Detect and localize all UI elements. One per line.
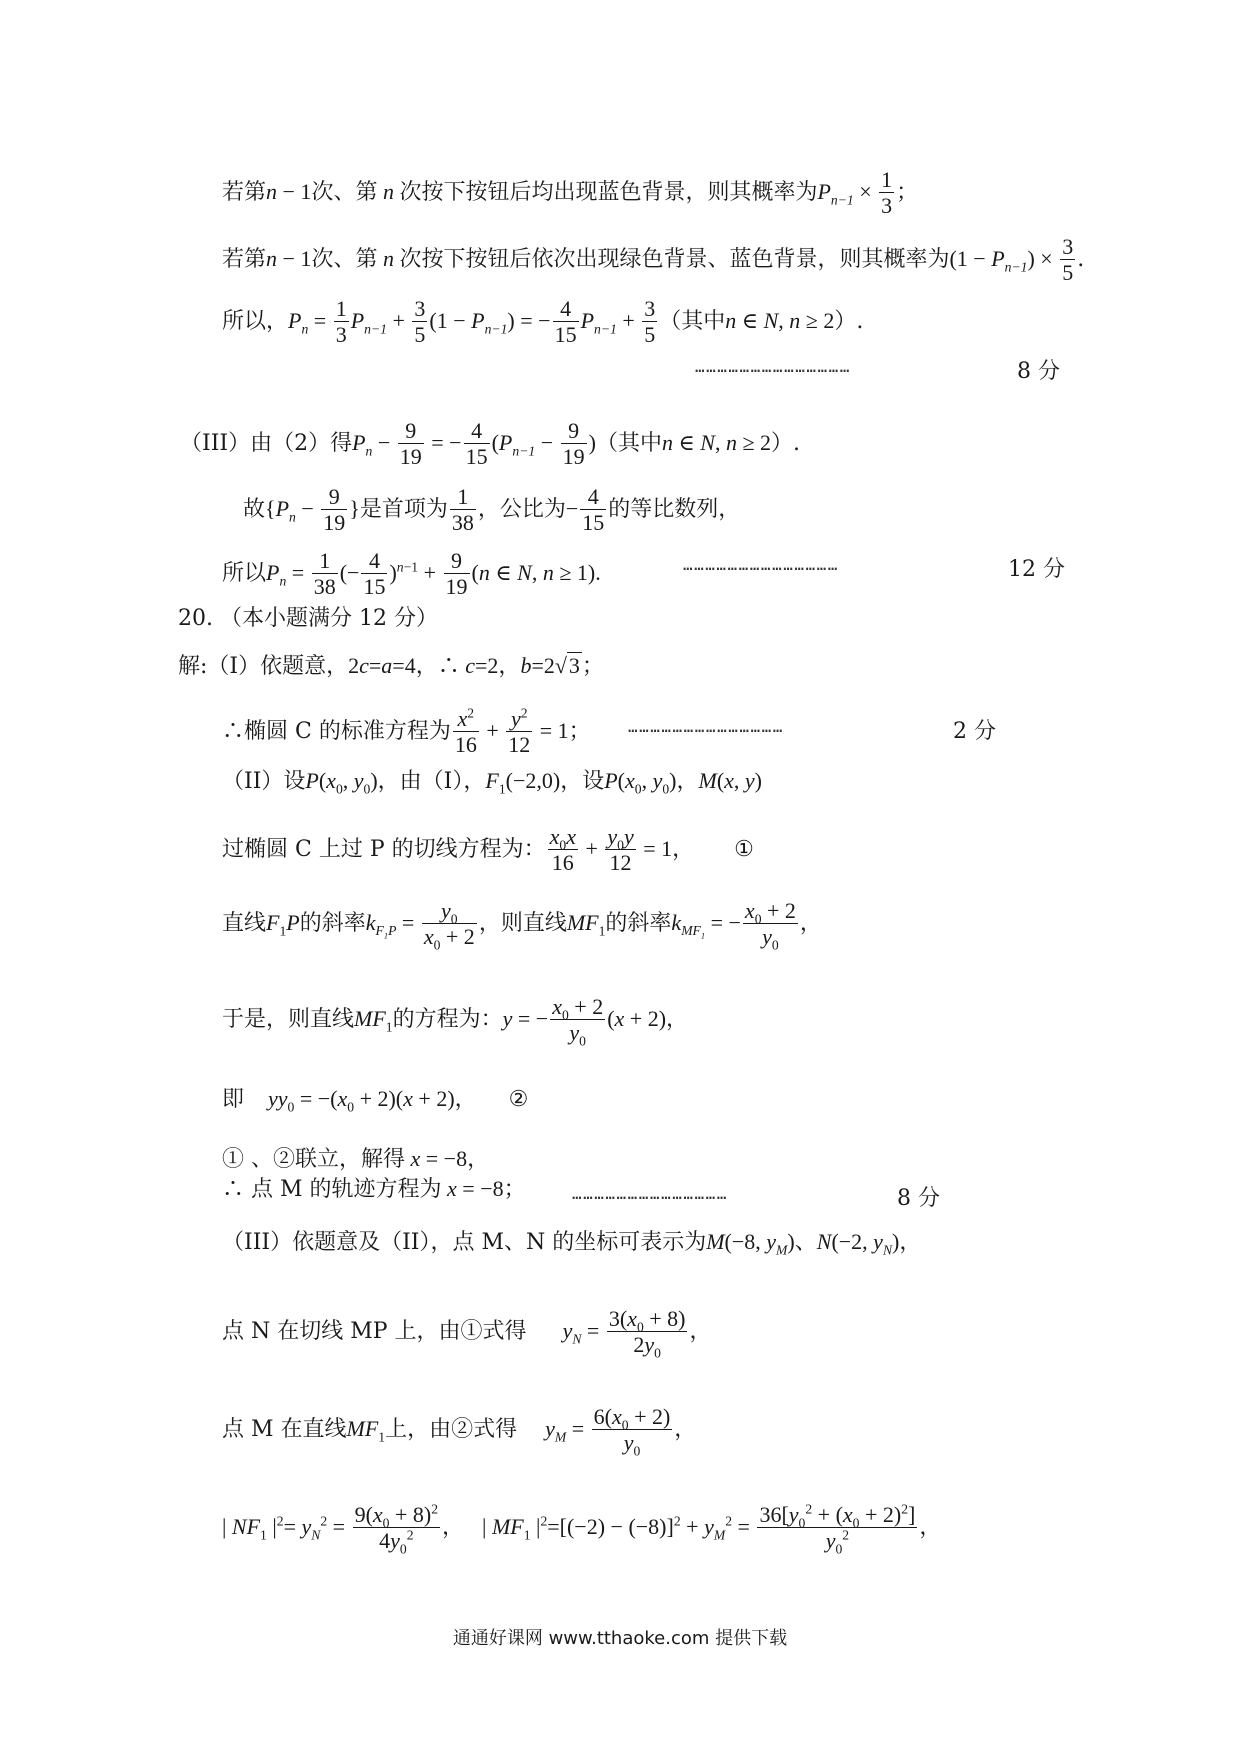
- text-line-s6: 于是，则直线$MF_1$的方程为：y = − $\frac{x_0 + 2}{y_0}$ (x + 2)，: [222, 994, 689, 1049]
- fraction: $\frac{1}{3}$: [881, 167, 893, 219]
- text-line-s1: 解:（I）依题意，2c=a=4，∴ c=2，b=2√3；: [178, 653, 604, 679]
- fraction: $\frac{x_0 + 2}{y_0}$: [552, 994, 604, 1049]
- fraction: $\frac{6(x_0 + 2)}{y_0}$: [593, 1404, 671, 1459]
- text-line-s10: （III）依题意及（II），点 M、N 的坐标可表示为M(−8, $y_M$)、N(−2, $y_N$)，: [222, 1229, 922, 1258]
- text-line-s4: 过椭圆 C 上过 P 的切线方程为： $\frac{x_0x}{16}$ + $\frac{y_0y}{12}$ = 1， ①: [222, 824, 754, 876]
- text-line-s13: | $NF_1$ $|^2= y_N^2$ = $\frac{9(x_0 + 8)^2}{4y_0^2}$ ， | $MF_1$ $|^2=[(-2) - (-8)]^2 + y_M^2$ = $\frac{36[y_0^2 + (x_0 + 2)^2]}{y_0^2}$ ，: [222, 1501, 942, 1557]
- text-line-s7: 即 $yy_0 = -(x_0 + 2)(x + 2)$， ②: [222, 1086, 529, 1115]
- text-line-s11: 点 N 在切线 MP 上，由①式得 $y_N$ = $\frac{3(x_0 + 8)}{2y_0}$ ，: [222, 1306, 712, 1361]
- text-line-s5: 直线$F_1P$的斜率$k_{F_1P}$ = $\frac{y_0}{x_0 + 2}$ ，则直线$MF_1$的斜率$k_{MF_1}$ = − $\frac{x_0 + 2}{y_0}$ ，: [222, 898, 822, 953]
- fraction: $\frac{x_0 + 2}{y_0}$: [744, 898, 796, 953]
- score-label: 12 分: [1008, 557, 1065, 582]
- text-line-5: 故{$P_n$ − $\frac{9}{19}$ }是首项为 $\frac{1}{38}$ ，公比为− $\frac{4}{15}$ 的等比数列，: [243, 484, 741, 536]
- fraction: $\frac{x_0x}{16}$: [549, 824, 576, 876]
- fraction: $\frac{y_0y}{12}$: [607, 824, 634, 876]
- fraction: $\frac{y_0}{x_0 + 2}$: [423, 898, 475, 953]
- fraction: $\frac{3}{5}$: [644, 296, 656, 348]
- text-line-s9: ∴ 点 M 的轨迹方程为 x = −8；: [222, 1176, 526, 1202]
- fraction: $\frac{4}{15}$: [363, 548, 386, 600]
- score-dots: ……………………………………: [628, 717, 784, 736]
- text-line-6: 所以$P_n$ = $\frac{1}{38}$ (− $\frac{4}{15}$ )$^{n-1}$ + $\frac{9}{19}$ (n ∈ N, n ≥ 1).: [222, 548, 601, 600]
- math-inline: n: [266, 178, 278, 204]
- fraction: $\frac{4}{15}$: [465, 418, 488, 470]
- fraction: $\frac{9}{19}$: [562, 418, 585, 470]
- text-line-s12: 点 M 在直线$MF_1$上，由②式得 $y_M$ = $\frac{6(x_0 + 2)}{y_0}$ ，: [222, 1404, 697, 1459]
- fraction: $\frac{4}{15}$: [554, 296, 577, 348]
- score-label: 2 分: [953, 719, 996, 744]
- fraction: $\frac{1}{38}$: [451, 484, 474, 536]
- page-footer: 通通好课网 www.tthaoke.com 提供下载: [452, 1628, 788, 1649]
- score-dots: ……………………………………: [572, 1184, 728, 1203]
- fraction: $\frac{9}{19}$: [323, 484, 346, 536]
- fraction: $\frac{9}{19}$: [445, 548, 468, 600]
- math-inline: $P_{n-1}$: [817, 178, 854, 208]
- fraction: $\frac{x^2}{16}$: [454, 705, 477, 758]
- fraction: $\frac{3}{5}$: [1062, 234, 1074, 286]
- fraction: $\frac{9}{19}$: [399, 418, 422, 470]
- fraction: $\frac{36[y_0^2 + (x_0 + 2)^2]}{y_0^2}$: [759, 1501, 916, 1557]
- text-line-s2: ∴椭圆 C 的标准方程为 $\frac{x^2}{16}$ + $\frac{y^2}{12}$ = 1；: [222, 705, 591, 758]
- fraction: $\frac{4}{15}$: [582, 484, 605, 536]
- fraction: $\frac{1}{38}$: [313, 548, 336, 600]
- text-line-s8: ① 、②联立，解得 x = −8，: [222, 1146, 490, 1172]
- fraction: $\frac{3(x_0 + 8)}{2y_0}$: [608, 1306, 686, 1361]
- question-heading: 20. （本小题满分 12 分）: [178, 606, 438, 631]
- text-line-3: 所以，$P_n$ = $\frac{1}{3}$ $P_{n-1}$ + $\frac{3}{5}$ $(1 - P_{n-1})$ = − $\frac{4}{15}$ $P_{n-1}$ + $\frac{3}{5}$ （其中n ∈ N, n ≥ 2）.: [222, 296, 864, 348]
- text-line-s3: （II）设$P(x_0$, $y_0$)，由（I），$F_1(-2,0)$，设$P(x_0$, $y_0$)，M(x, y): [222, 768, 762, 797]
- text-line-2: 若第n − 1次、第 n 次按下按钮后依次出现绿色背景、蓝色背景，则其概率为$(1 - P_{n-1})$ × $\frac{3}{5}$ .: [222, 234, 1085, 286]
- fraction: $\frac{9(x_0 + 8)^2}{4y_0^2}$: [354, 1501, 439, 1557]
- text-line-4: （III）由（2）得$P_n$ − $\frac{9}{19}$ = − $\frac{4}{15}$ ($P_{n-1}$ − $\frac{9}{19}$ )（其中n ∈ N, n ≥ 2）.: [180, 418, 801, 470]
- score-dots: ……………………………………: [683, 555, 839, 574]
- fraction: $\frac{3}{5}$: [414, 296, 426, 348]
- score-dots: ……………………………………: [695, 357, 851, 376]
- score-label: 8 分: [897, 1186, 940, 1211]
- text-line-1: 若第n − 1次、第 n 次按下按钮后均出现蓝色背景，则其概率为$P_{n-1}$ × $\frac{1}{3}$ ；: [222, 167, 919, 219]
- fraction: $\frac{y^2}{12}$: [508, 705, 531, 758]
- score-label: 8 分: [1017, 359, 1060, 384]
- fraction: $\frac{1}{3}$: [335, 296, 347, 348]
